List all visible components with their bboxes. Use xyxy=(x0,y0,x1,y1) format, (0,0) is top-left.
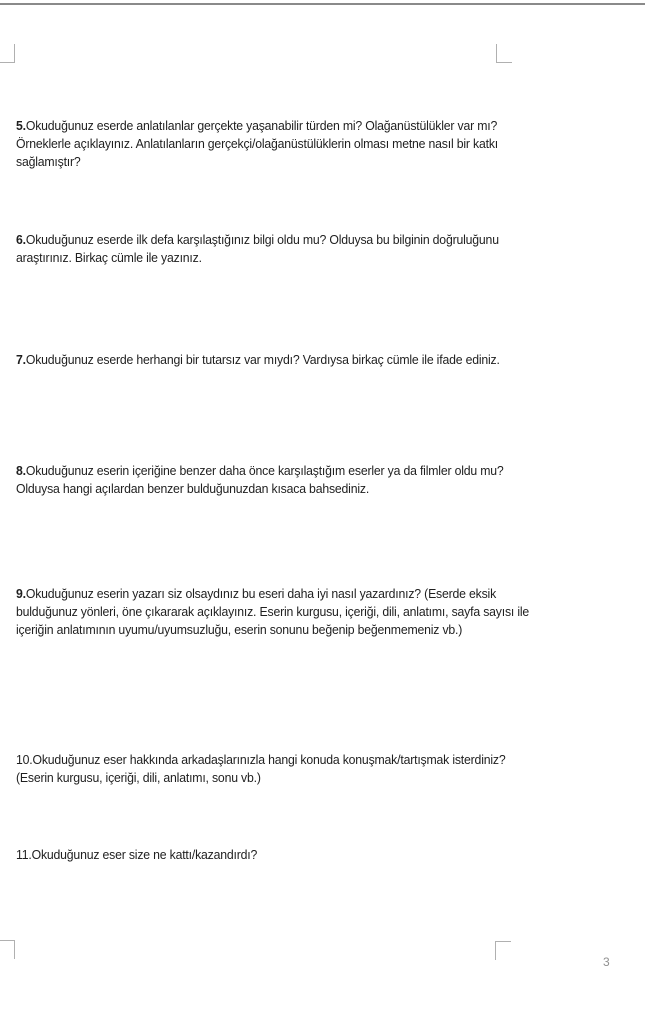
question-number: 9. xyxy=(16,586,26,601)
question-text: Okuduğunuz eserin yazarı siz olsaydınız bu eseri daha iyi nasıl yazardınız? (Eserde eksik xyxy=(25,586,497,601)
question-9 xyxy=(16,585,574,639)
question-number: 11. xyxy=(16,847,32,862)
question-line xyxy=(16,846,574,864)
crop-mark-top-right xyxy=(496,44,512,63)
question-6 xyxy=(16,231,574,267)
question-line xyxy=(16,751,574,769)
question-line: (Eserin kurgusu, içeriği, dili, anlatımı, sonu vb.) xyxy=(16,770,261,785)
question-line: bulduğunuz yönleri, öne çıkararak açıklayınız. Eserin kurgusu, içeriği, dili, anlatımı, sayfa sayısı ile xyxy=(16,604,530,619)
question-line xyxy=(16,231,574,249)
question-number: 6. xyxy=(16,232,26,247)
question-text: Okuduğunuz eserin içeriğine benzer daha önce karşılaştığım eserler ya da filmler oldu mu? xyxy=(25,463,504,478)
question-line xyxy=(16,462,574,480)
question-11 xyxy=(16,846,574,864)
question-number: 10. xyxy=(16,752,33,767)
question-text: Okuduğunuz eser hakkında arkadaşlarınızla hangi konuda konuşmak/tartışmak isterdiniz? xyxy=(32,752,506,767)
page-top-edge xyxy=(0,3,645,5)
question-line: sağlamıştır? xyxy=(16,154,81,169)
question-number: 8. xyxy=(16,463,26,478)
question-7 xyxy=(16,351,574,369)
question-line: Olduysa hangi açılardan benzer bulduğunuzdan kısaca bahsediniz. xyxy=(16,481,370,496)
crop-mark-bottom-right xyxy=(495,941,511,960)
crop-mark-top-left xyxy=(0,44,15,63)
page-number: 3 xyxy=(603,955,610,969)
question-text: Okuduğunuz eserde herhangi bir tutarsız var mıydı? Vardıysa birkaç cümle ile ifade ediniz. xyxy=(25,352,500,367)
question-line: Örneklerle açıklayınız. Anlatılanların gerçekçi/olağanüstülüklerin olması metne nasıl bir katkı xyxy=(16,136,499,151)
question-line: içeriğin anlatımının uyumu/uyumsuzluğu, eserin sonunu beğenip beğenmemeniz vb.) xyxy=(16,622,463,637)
question-number: 5. xyxy=(16,118,26,133)
question-line xyxy=(16,117,574,135)
question-text: Okuduğunuz eserde anlatılanlar gerçekte yaşanabilir türden mi? Olağanüstülükler var mı? xyxy=(25,118,498,133)
question-text: Okuduğunuz eserde ilk defa karşılaştığınız bilgi oldu mu? Olduysa bu bilginin doğruluğunu xyxy=(25,232,499,247)
question-number: 7. xyxy=(16,352,26,367)
question-10 xyxy=(16,751,574,787)
question-line xyxy=(16,585,574,603)
question-line xyxy=(16,351,574,369)
question-8 xyxy=(16,462,574,498)
question-text: Okuduğunuz eser size ne kattı/kazandırdı? xyxy=(31,847,258,862)
question-line: araştırınız. Birkaç cümle ile yazınız. xyxy=(16,250,202,265)
crop-mark-bottom-left xyxy=(0,940,15,959)
question-5 xyxy=(16,117,574,171)
